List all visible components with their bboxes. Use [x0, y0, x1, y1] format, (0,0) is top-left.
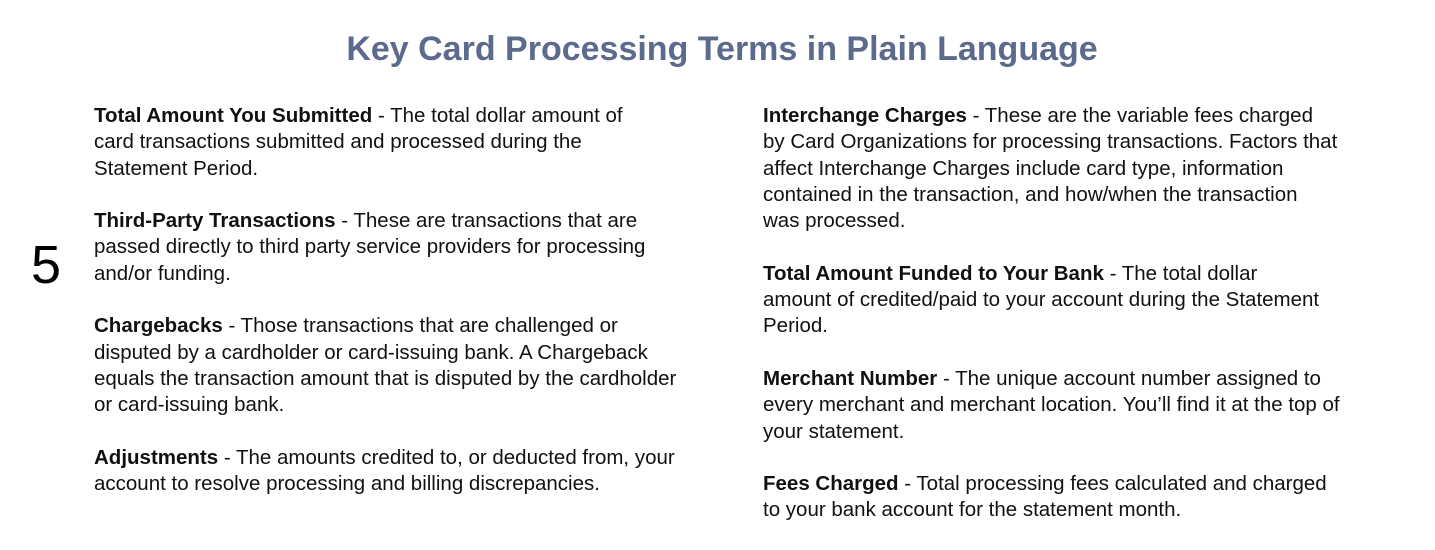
page-title: Key Card Processing Terms in Plain Language [346, 30, 1098, 68]
term-definition: - The unique account number assigned to [937, 366, 1321, 390]
term-definition: - The amounts credited to, or deducted from, your [218, 445, 675, 469]
term-line: amount of credited/paid to your account during the Statement [763, 288, 1320, 312]
term-line [763, 261, 1413, 287]
left-column [94, 103, 744, 524]
term-line: equals the transaction amount that is disputed by the cardholder [94, 366, 677, 390]
term-line: account to resolve processing and billing discrepancies. [94, 472, 600, 496]
term-line: or card-issuing bank. [94, 393, 285, 417]
term-line [94, 103, 744, 129]
term-definition: - These are transactions that are [335, 209, 638, 233]
term-definition: - The total dollar [1103, 261, 1258, 285]
term-total-amount-submitted [94, 103, 744, 182]
term-line: and/or funding. [94, 261, 231, 285]
term-line: affect Interchange Charges include card type, information [763, 156, 1284, 180]
term-line: to your bank account for the statement month. [763, 498, 1182, 522]
term-line [94, 208, 744, 234]
term-line [763, 471, 1413, 497]
term-name: Total Amount Funded to Your Bank [763, 261, 1104, 285]
term-line: Period. [763, 314, 828, 338]
term-name: Third-Party Transactions [94, 209, 336, 233]
term-line [763, 366, 1413, 392]
term-name: Adjustments [94, 445, 219, 469]
term-definition: - These are the variable fees charged [966, 104, 1313, 127]
term-name: Interchange Charges [763, 104, 967, 127]
term-line: contained in the transaction, and how/when the transaction [763, 182, 1298, 206]
term-definition: - The total dollar amount of [372, 104, 623, 127]
term-merchant-number [763, 366, 1413, 445]
term-name: Total Amount You Submitted [94, 104, 373, 127]
term-name: Fees Charged [763, 472, 899, 496]
term-interchange-charges [763, 103, 1413, 234]
term-total-amount-funded [763, 261, 1413, 340]
term-line: disputed by a cardholder or card-issuing bank. A Chargeback [94, 340, 648, 364]
term-line: Statement Period. [94, 156, 259, 180]
term-line [763, 103, 1413, 129]
term-name: Merchant Number [763, 366, 938, 390]
term-line: your statement. [763, 419, 905, 443]
term-line: by Card Organizations for processing transactions. Factors that [763, 130, 1338, 154]
right-column [763, 103, 1413, 550]
term-definition: - Total processing fees calculated and charged [898, 472, 1327, 496]
term-line [94, 445, 744, 471]
term-chargebacks [94, 313, 744, 418]
term-line: every merchant and merchant location. You’ll find it at the top of [763, 393, 1340, 417]
term-definition: - Those transactions that are challenged or [222, 314, 618, 338]
term-line: was processed. [763, 209, 906, 233]
term-name: Chargebacks [94, 314, 223, 338]
term-third-party-transactions [94, 208, 744, 287]
term-adjustments [94, 445, 744, 498]
term-line: passed directly to third party service providers for processing [94, 235, 646, 259]
term-line: card transactions submitted and processed during the [94, 130, 582, 154]
term-fees-charged [763, 471, 1413, 524]
term-line [94, 313, 744, 339]
page-number: 5 [31, 235, 62, 295]
